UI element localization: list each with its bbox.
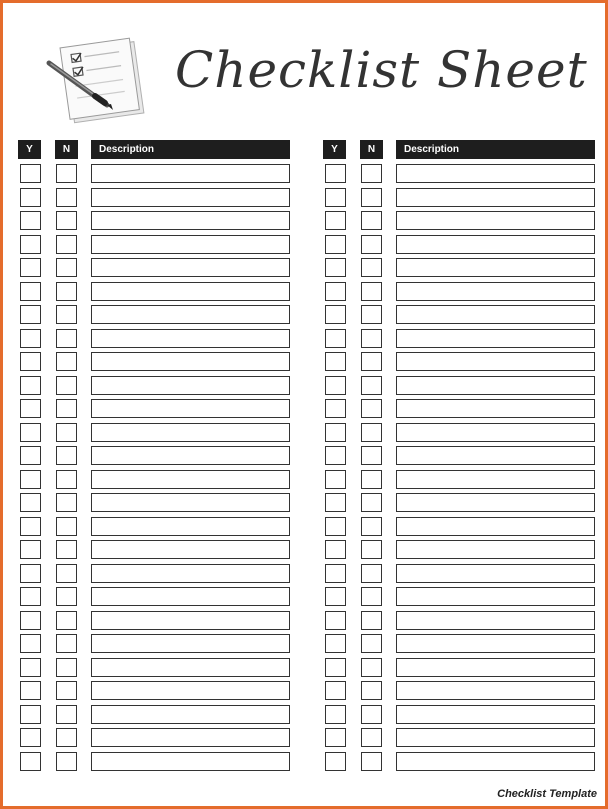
no-checkbox[interactable] [361, 164, 382, 183]
description-field[interactable] [91, 258, 290, 277]
yes-checkbox[interactable] [20, 728, 41, 747]
checklist-row [18, 350, 290, 374]
yes-checkbox[interactable] [325, 399, 346, 418]
yes-checkbox[interactable] [325, 470, 346, 489]
no-checkbox[interactable] [56, 258, 77, 277]
no-checkbox[interactable] [56, 446, 77, 465]
checklist-row [18, 327, 290, 351]
description-field[interactable] [396, 658, 595, 677]
checklist-row [18, 562, 290, 586]
no-checkbox[interactable] [361, 352, 382, 371]
yes-checkbox[interactable] [325, 564, 346, 583]
checklist-row [323, 256, 595, 280]
description-field[interactable] [396, 211, 595, 230]
description-field[interactable] [396, 188, 595, 207]
description-field[interactable] [396, 329, 595, 348]
description-field[interactable] [91, 423, 290, 442]
yes-checkbox[interactable] [325, 258, 346, 277]
description-field[interactable] [396, 728, 595, 747]
checklist-row [323, 750, 595, 774]
no-checkbox[interactable] [56, 164, 77, 183]
checklist-row [18, 703, 290, 727]
yes-checkbox[interactable] [20, 258, 41, 277]
checklist-row [18, 679, 290, 703]
checklist-row [18, 538, 290, 562]
no-checkbox[interactable] [56, 493, 77, 512]
checklist-row [18, 444, 290, 468]
checklist-row [18, 632, 290, 656]
yes-checkbox[interactable] [325, 681, 346, 700]
description-field[interactable] [91, 282, 290, 301]
description-field[interactable] [396, 376, 595, 395]
no-checkbox[interactable] [361, 188, 382, 207]
checklist-row [323, 562, 595, 586]
checklist-row [323, 303, 595, 327]
description-field[interactable] [396, 446, 595, 465]
description-field[interactable] [91, 752, 290, 771]
no-checkbox[interactable] [56, 188, 77, 207]
description-field[interactable] [91, 329, 290, 348]
no-checkbox[interactable] [361, 446, 382, 465]
no-checkbox[interactable] [361, 587, 382, 606]
yes-checkbox[interactable] [20, 540, 41, 559]
description-field[interactable] [396, 352, 595, 371]
no-checkbox[interactable] [361, 423, 382, 442]
no-checkbox[interactable] [56, 352, 77, 371]
checklist-row [323, 656, 595, 680]
no-checkbox[interactable] [56, 540, 77, 559]
yes-checkbox[interactable] [20, 587, 41, 606]
header-description: Description [91, 140, 290, 159]
no-checkbox[interactable] [361, 235, 382, 254]
yes-checkbox[interactable] [20, 188, 41, 207]
yes-checkbox[interactable] [325, 235, 346, 254]
description-field[interactable] [91, 517, 290, 536]
checklist-row [18, 585, 290, 609]
no-checkbox[interactable] [56, 376, 77, 395]
yes-checkbox[interactable] [20, 564, 41, 583]
no-checkbox[interactable] [361, 658, 382, 677]
description-field[interactable] [396, 564, 595, 583]
checklist-row [18, 609, 290, 633]
checklist-rows [323, 162, 595, 773]
no-checkbox[interactable] [56, 634, 77, 653]
no-checkbox[interactable] [361, 211, 382, 230]
page-title: Checklist Sheet [175, 41, 588, 99]
description-field[interactable] [91, 658, 290, 677]
description-field[interactable] [91, 493, 290, 512]
no-checkbox[interactable] [56, 658, 77, 677]
no-checkbox[interactable] [361, 305, 382, 324]
header-n: N [55, 140, 78, 159]
yes-checkbox[interactable] [20, 658, 41, 677]
column-header-row [323, 140, 595, 160]
description-field[interactable] [91, 470, 290, 489]
no-checkbox[interactable] [56, 587, 77, 606]
checklist-row [323, 374, 595, 398]
description-field[interactable] [91, 634, 290, 653]
yes-checkbox[interactable] [20, 446, 41, 465]
yes-checkbox[interactable] [325, 728, 346, 747]
checklist-row [323, 421, 595, 445]
no-checkbox[interactable] [361, 540, 382, 559]
checklist-row [18, 280, 290, 304]
checklist-row [323, 726, 595, 750]
no-checkbox[interactable] [56, 517, 77, 536]
checklist-column-right [323, 140, 595, 773]
yes-checkbox[interactable] [325, 188, 346, 207]
checklist-row [18, 468, 290, 492]
no-checkbox[interactable] [361, 517, 382, 536]
no-checkbox[interactable] [361, 258, 382, 277]
yes-checkbox[interactable] [20, 235, 41, 254]
yes-checkbox[interactable] [20, 634, 41, 653]
checklist-notepad-icon [43, 33, 153, 128]
no-checkbox[interactable] [361, 681, 382, 700]
checklist-row [323, 609, 595, 633]
description-field[interactable] [91, 188, 290, 207]
description-field[interactable] [396, 705, 595, 724]
description-field[interactable] [396, 611, 595, 630]
description-field[interactable] [396, 470, 595, 489]
description-field[interactable] [91, 376, 290, 395]
checklist-row [18, 726, 290, 750]
footer-label: Checklist Template [497, 788, 597, 800]
checklist-row [323, 233, 595, 257]
no-checkbox[interactable] [56, 282, 77, 301]
yes-checkbox[interactable] [325, 376, 346, 395]
description-field[interactable] [396, 634, 595, 653]
no-checkbox[interactable] [56, 470, 77, 489]
description-field[interactable] [91, 681, 290, 700]
yes-checkbox[interactable] [325, 446, 346, 465]
yes-checkbox[interactable] [20, 470, 41, 489]
header-y: Y [18, 140, 41, 159]
yes-checkbox[interactable] [325, 164, 346, 183]
no-checkbox[interactable] [361, 329, 382, 348]
checklist-row [323, 679, 595, 703]
description-field[interactable] [91, 164, 290, 183]
yes-checkbox[interactable] [325, 611, 346, 630]
description-field[interactable] [91, 399, 290, 418]
description-field[interactable] [396, 305, 595, 324]
yes-checkbox[interactable] [20, 164, 41, 183]
yes-checkbox[interactable] [325, 282, 346, 301]
header-y: Y [323, 140, 346, 159]
yes-checkbox[interactable] [20, 752, 41, 771]
yes-checkbox[interactable] [325, 705, 346, 724]
checklist-row [323, 186, 595, 210]
description-field[interactable] [91, 446, 290, 465]
yes-checkbox[interactable] [20, 517, 41, 536]
checklist-row [18, 233, 290, 257]
yes-checkbox[interactable] [20, 376, 41, 395]
checklist-row [18, 256, 290, 280]
description-field[interactable] [91, 352, 290, 371]
no-checkbox[interactable] [56, 329, 77, 348]
yes-checkbox[interactable] [20, 493, 41, 512]
yes-checkbox[interactable] [20, 705, 41, 724]
description-field[interactable] [396, 282, 595, 301]
no-checkbox[interactable] [361, 752, 382, 771]
description-field[interactable] [91, 611, 290, 630]
no-checkbox[interactable] [361, 282, 382, 301]
yes-checkbox[interactable] [325, 305, 346, 324]
no-checkbox[interactable] [361, 705, 382, 724]
no-checkbox[interactable] [361, 611, 382, 630]
description-field[interactable] [91, 211, 290, 230]
description-field[interactable] [91, 305, 290, 324]
checklist-row [323, 585, 595, 609]
yes-checkbox[interactable] [325, 329, 346, 348]
checklist-row [18, 303, 290, 327]
yes-checkbox[interactable] [20, 305, 41, 324]
checklist-row [323, 491, 595, 515]
no-checkbox[interactable] [361, 470, 382, 489]
checklist-row [323, 515, 595, 539]
yes-checkbox[interactable] [20, 352, 41, 371]
yes-checkbox[interactable] [325, 540, 346, 559]
description-field[interactable] [396, 423, 595, 442]
description-field[interactable] [396, 752, 595, 771]
no-checkbox[interactable] [56, 399, 77, 418]
header-n: N [360, 140, 383, 159]
no-checkbox[interactable] [56, 211, 77, 230]
column-header-row [18, 140, 290, 160]
yes-checkbox[interactable] [20, 329, 41, 348]
checklist-row [323, 280, 595, 304]
description-field[interactable] [396, 517, 595, 536]
no-checkbox[interactable] [56, 305, 77, 324]
checklist-row [323, 444, 595, 468]
checklist-row [18, 421, 290, 445]
no-checkbox[interactable] [56, 423, 77, 442]
checklist-row [18, 397, 290, 421]
yes-checkbox[interactable] [325, 752, 346, 771]
checklist-row [323, 350, 595, 374]
header-description: Description [396, 140, 595, 159]
no-checkbox[interactable] [361, 399, 382, 418]
checklist-row [18, 656, 290, 680]
checklist-row [323, 632, 595, 656]
description-field[interactable] [396, 540, 595, 559]
checklist-row [323, 162, 595, 186]
checklist-row [18, 515, 290, 539]
no-checkbox[interactable] [361, 564, 382, 583]
checklist-row [18, 491, 290, 515]
no-checkbox[interactable] [361, 634, 382, 653]
description-field[interactable] [91, 728, 290, 747]
no-checkbox[interactable] [56, 235, 77, 254]
checklist-row [323, 468, 595, 492]
checklist-row [18, 186, 290, 210]
yes-checkbox[interactable] [325, 517, 346, 536]
yes-checkbox[interactable] [325, 658, 346, 677]
description-field[interactable] [396, 235, 595, 254]
checklist-row [18, 209, 290, 233]
no-checkbox[interactable] [361, 376, 382, 395]
yes-checkbox[interactable] [20, 211, 41, 230]
yes-checkbox[interactable] [20, 423, 41, 442]
yes-checkbox[interactable] [325, 211, 346, 230]
yes-checkbox[interactable] [20, 611, 41, 630]
description-field[interactable] [396, 587, 595, 606]
description-field[interactable] [91, 540, 290, 559]
yes-checkbox[interactable] [325, 587, 346, 606]
no-checkbox[interactable] [361, 728, 382, 747]
description-field[interactable] [91, 564, 290, 583]
checklist-row [18, 162, 290, 186]
yes-checkbox[interactable] [325, 634, 346, 653]
no-checkbox[interactable] [56, 564, 77, 583]
description-field[interactable] [396, 258, 595, 277]
no-checkbox[interactable] [56, 728, 77, 747]
yes-checkbox[interactable] [325, 352, 346, 371]
description-field[interactable] [396, 493, 595, 512]
description-field[interactable] [91, 587, 290, 606]
checklist-row [18, 374, 290, 398]
checklist-row [18, 750, 290, 774]
no-checkbox[interactable] [56, 681, 77, 700]
checklist-row [323, 327, 595, 351]
description-field[interactable] [91, 705, 290, 724]
yes-checkbox[interactable] [20, 282, 41, 301]
yes-checkbox[interactable] [325, 423, 346, 442]
checklist-column-left [18, 140, 290, 773]
no-checkbox[interactable] [56, 611, 77, 630]
description-field[interactable] [91, 235, 290, 254]
yes-checkbox[interactable] [325, 493, 346, 512]
yes-checkbox[interactable] [20, 681, 41, 700]
description-field[interactable] [396, 399, 595, 418]
description-field[interactable] [396, 681, 595, 700]
no-checkbox[interactable] [56, 705, 77, 724]
checklist-rows [18, 162, 290, 773]
checklist-row [323, 703, 595, 727]
description-field[interactable] [396, 164, 595, 183]
checklist-row [323, 538, 595, 562]
checklist-row [323, 397, 595, 421]
yes-checkbox[interactable] [20, 399, 41, 418]
no-checkbox[interactable] [361, 493, 382, 512]
checklist-row [323, 209, 595, 233]
no-checkbox[interactable] [56, 752, 77, 771]
